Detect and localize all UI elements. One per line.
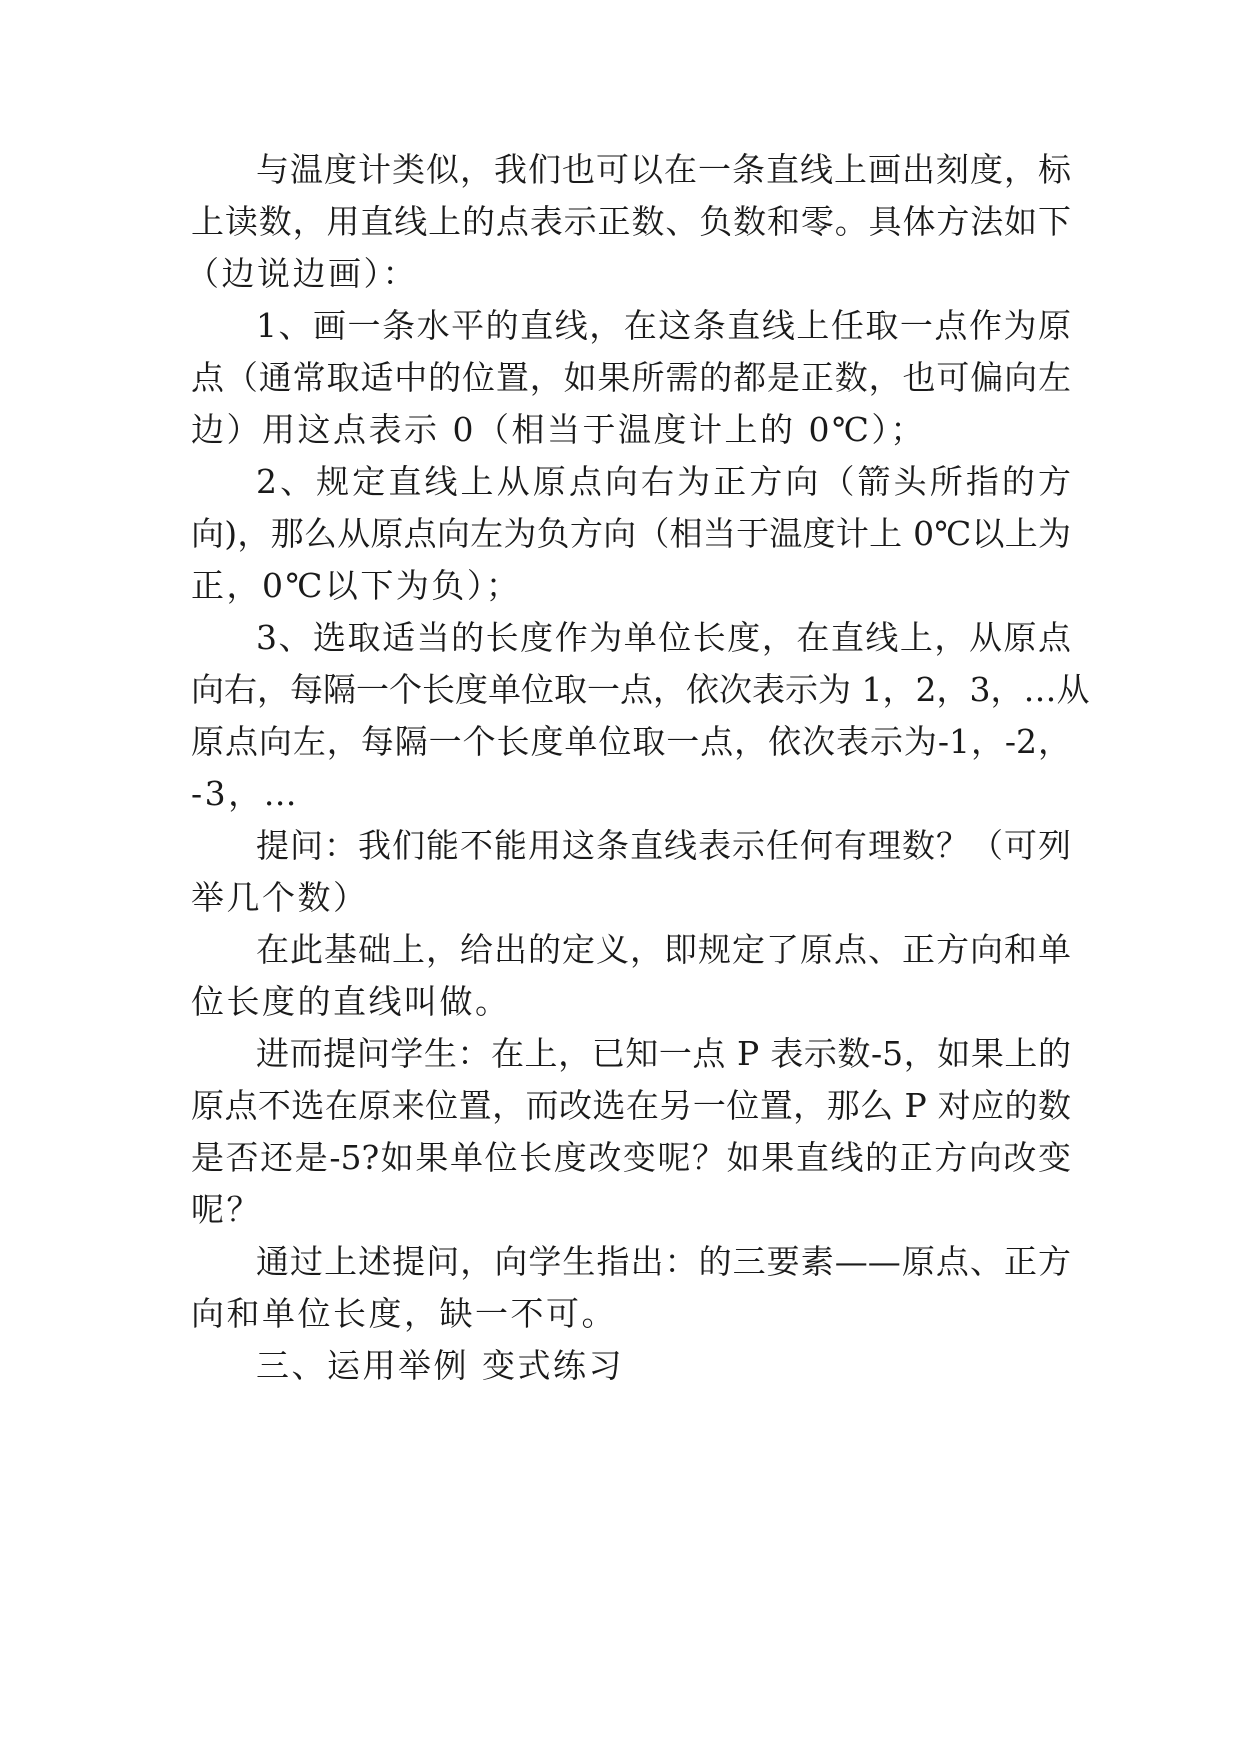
followup-line-2: 原点不选在原来位置，而改选在另一位置，那么 P 对应的数 xyxy=(191,1086,1071,1125)
definition-line-1: 在此基础上，给出的定义，即规定了原点、正方向和单 xyxy=(256,930,1071,969)
step-3-line-3: 原点向左，每隔一个长度单位取一点，依次表示为-1，-2， xyxy=(191,722,1071,761)
step-3-line-2: 向右，每隔一个长度单位取一点，依次表示为 1，2，3，…从 xyxy=(191,670,1090,709)
followup-line-4: 呢？ xyxy=(191,1190,262,1229)
step-1-line-2: 点（通常取适中的位置，如果所需的都是正数，也可偏向左 xyxy=(191,358,1071,397)
step-3-line-1: 3、选取适当的长度作为单位长度，在直线上，从原点 xyxy=(256,618,1071,657)
definition-line-2: 位长度的直线叫做。 xyxy=(191,982,511,1021)
step-3-line-4: -3，… xyxy=(191,774,300,813)
step-2-line-3: 正，0℃以下为负）； xyxy=(191,566,522,605)
followup-line-1: 进而提问学生：在上，已知一点 P 表示数-5，如果上的 xyxy=(256,1034,1071,1073)
paragraph-1-line-2: 上读数，用直线上的点表示正数、负数和零。具体方法如下 xyxy=(191,202,1071,241)
paragraph-1-line-1: 与温度计类似，我们也可以在一条直线上画出刻度，标 xyxy=(256,150,1071,189)
question-line-1: 提问：我们能不能用这条直线表示任何有理数？（可列 xyxy=(256,826,1071,865)
step-1-line-1: 1、画一条水平的直线，在这条直线上任取一点作为原 xyxy=(256,306,1071,345)
step-2-line-2: 向)，那么从原点向左为负方向（相当于温度计上 0℃以上为 xyxy=(191,514,1071,553)
summary-line-1: 通过上述提问，向学生指出：的三要素——原点、正方 xyxy=(256,1242,1071,1281)
followup-line-3: 是否还是-5?如果单位长度改变呢？如果直线的正方向改变 xyxy=(191,1138,1071,1177)
question-line-2: 举几个数） xyxy=(191,878,369,917)
section-heading: 三、运用举例 变式练习 xyxy=(256,1346,624,1385)
paragraph-1-line-3: （边说边画）： xyxy=(186,254,418,293)
summary-line-2: 向和单位长度，缺一不可。 xyxy=(191,1294,617,1333)
step-2-line-1: 2、规定直线上从原点向右为正方向（箭头所指的方 xyxy=(256,462,1071,501)
step-1-line-3: 边）用这点表示 0（相当于温度计上的 0℃）； xyxy=(191,410,926,449)
